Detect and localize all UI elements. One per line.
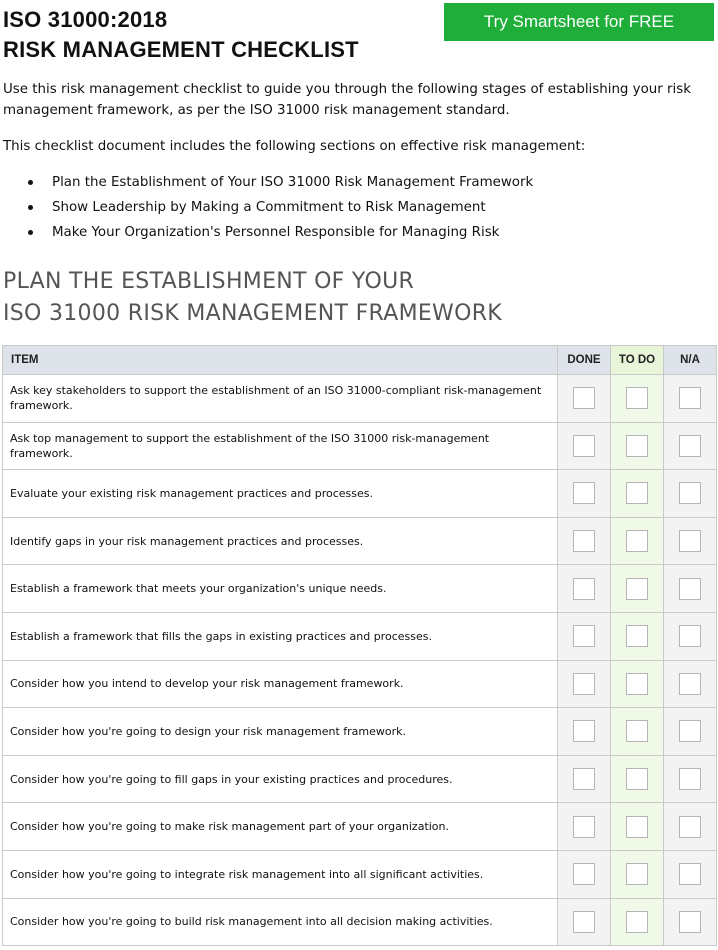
done-checkbox[interactable] [573, 911, 595, 933]
item-text: Identify gaps in your risk management practices and processes. [3, 517, 558, 565]
sections-intro-paragraph: This checklist document includes the following sections on effective risk management: [3, 139, 586, 154]
todo-cell [611, 803, 664, 851]
todo-checkbox[interactable] [626, 482, 648, 504]
table-row [3, 517, 717, 565]
na-cell [664, 850, 717, 898]
todo-checkbox[interactable] [626, 625, 648, 647]
done-checkbox[interactable] [573, 530, 595, 552]
na-checkbox[interactable] [679, 720, 701, 742]
na-checkbox[interactable] [679, 578, 701, 600]
na-checkbox[interactable] [679, 863, 701, 885]
done-checkbox[interactable] [573, 720, 595, 742]
section-heading-line-1: PLAN THE ESTABLISHMENT OF YOUR [3, 269, 415, 294]
done-cell [558, 565, 611, 613]
list-item [24, 195, 533, 220]
todo-cell [611, 708, 664, 756]
todo-cell [611, 565, 664, 613]
na-cell [664, 708, 717, 756]
todo-cell [611, 470, 664, 518]
na-checkbox[interactable] [679, 768, 701, 790]
title-line-1: ISO 31000:2018 [3, 7, 168, 32]
table-row [3, 375, 717, 423]
done-cell [558, 898, 611, 946]
column-header-todo: TO DO [611, 346, 664, 375]
done-checkbox[interactable] [573, 768, 595, 790]
todo-checkbox[interactable] [626, 863, 648, 885]
todo-checkbox[interactable] [626, 578, 648, 600]
done-checkbox[interactable] [573, 387, 595, 409]
table-row [3, 803, 717, 851]
bullet-icon [28, 230, 33, 235]
try-smartsheet-button[interactable]: Try Smartsheet for FREE [444, 3, 714, 41]
table-row [3, 612, 717, 660]
done-checkbox[interactable] [573, 625, 595, 647]
item-text: Establish a framework that fills the gaps in existing practices and processes. [3, 612, 558, 660]
na-cell [664, 565, 717, 613]
table-row [3, 565, 717, 613]
column-header-done: DONE [558, 346, 611, 375]
na-cell [664, 422, 717, 470]
na-checkbox[interactable] [679, 911, 701, 933]
checklist-table [2, 345, 717, 946]
done-checkbox[interactable] [573, 673, 595, 695]
na-cell [664, 803, 717, 851]
list-item [24, 220, 533, 245]
intro-paragraph: Use this risk management checklist to guide you through the following stages of establishing your risk management framework, as per the ISO 31000 risk management standard. [3, 82, 692, 118]
list-item-label: Plan the Establishment of Your ISO 31000 Risk Management Framework [52, 175, 534, 190]
done-checkbox[interactable] [573, 578, 595, 600]
done-cell [558, 375, 611, 423]
column-header-item: ITEM [3, 346, 558, 375]
done-cell [558, 850, 611, 898]
title-line-2: RISK MANAGEMENT CHECKLIST [3, 37, 359, 62]
todo-checkbox[interactable] [626, 435, 648, 457]
todo-cell [611, 375, 664, 423]
table-row [3, 422, 717, 470]
table-row [3, 660, 717, 708]
item-text: Consider how you're going to integrate risk management into all significant activities. [3, 850, 558, 898]
na-cell [664, 470, 717, 518]
done-checkbox[interactable] [573, 435, 595, 457]
bullet-icon [28, 205, 33, 210]
na-checkbox[interactable] [679, 387, 701, 409]
document-title [3, 5, 359, 65]
done-cell [558, 470, 611, 518]
todo-checkbox[interactable] [626, 720, 648, 742]
list-item [24, 170, 533, 195]
done-cell [558, 803, 611, 851]
todo-checkbox[interactable] [626, 673, 648, 695]
done-cell [558, 517, 611, 565]
section-heading-line-2: ISO 31000 RISK MANAGEMENT FRAMEWORK [3, 301, 503, 326]
todo-cell [611, 422, 664, 470]
done-checkbox[interactable] [573, 816, 595, 838]
todo-cell [611, 850, 664, 898]
todo-cell [611, 612, 664, 660]
na-checkbox[interactable] [679, 530, 701, 552]
na-checkbox[interactable] [679, 482, 701, 504]
list-item-label: Show Leadership by Making a Commitment to Risk Management [52, 200, 486, 215]
done-cell [558, 612, 611, 660]
table-row [3, 850, 717, 898]
todo-cell [611, 517, 664, 565]
todo-cell [611, 898, 664, 946]
done-cell [558, 708, 611, 756]
na-cell [664, 755, 717, 803]
list-item-label: Make Your Organization's Personnel Responsible for Managing Risk [52, 225, 500, 240]
na-cell [664, 375, 717, 423]
done-checkbox[interactable] [573, 863, 595, 885]
item-text: Consider how you intend to develop your risk management framework. [3, 660, 558, 708]
column-header-na: N/A [664, 346, 717, 375]
na-cell [664, 517, 717, 565]
table-row [3, 755, 717, 803]
todo-checkbox[interactable] [626, 387, 648, 409]
item-text: Ask top management to support the establishment of the ISO 31000 risk-management framework. [3, 422, 558, 470]
item-text: Consider how you're going to make risk management part of your organization. [3, 803, 558, 851]
na-checkbox[interactable] [679, 625, 701, 647]
todo-checkbox[interactable] [626, 911, 648, 933]
item-text: Consider how you're going to build risk management into all decision making activities. [3, 898, 558, 946]
sections-list [24, 170, 533, 245]
done-cell [558, 660, 611, 708]
na-cell [664, 660, 717, 708]
item-text: Establish a framework that meets your organization's unique needs. [3, 565, 558, 613]
table-header-row [3, 346, 717, 375]
bullet-icon [28, 180, 33, 185]
na-checkbox[interactable] [679, 673, 701, 695]
table-row [3, 898, 717, 946]
todo-cell [611, 755, 664, 803]
section-heading [3, 266, 502, 330]
item-text: Evaluate your existing risk management practices and processes. [3, 470, 558, 518]
na-checkbox[interactable] [679, 816, 701, 838]
na-cell [664, 898, 717, 946]
todo-checkbox[interactable] [626, 768, 648, 790]
todo-checkbox[interactable] [626, 530, 648, 552]
item-text: Consider how you're going to fill gaps in your existing practices and procedures. [3, 755, 558, 803]
na-cell [664, 612, 717, 660]
done-checkbox[interactable] [573, 482, 595, 504]
table-row [3, 470, 717, 518]
done-cell [558, 755, 611, 803]
item-text: Consider how you're going to design your risk management framework. [3, 708, 558, 756]
na-checkbox[interactable] [679, 435, 701, 457]
done-cell [558, 422, 611, 470]
item-text: Ask key stakeholders to support the establishment of an ISO 31000-compliant risk-management framework. [3, 375, 558, 423]
todo-checkbox[interactable] [626, 816, 648, 838]
table-row [3, 708, 717, 756]
todo-cell [611, 660, 664, 708]
